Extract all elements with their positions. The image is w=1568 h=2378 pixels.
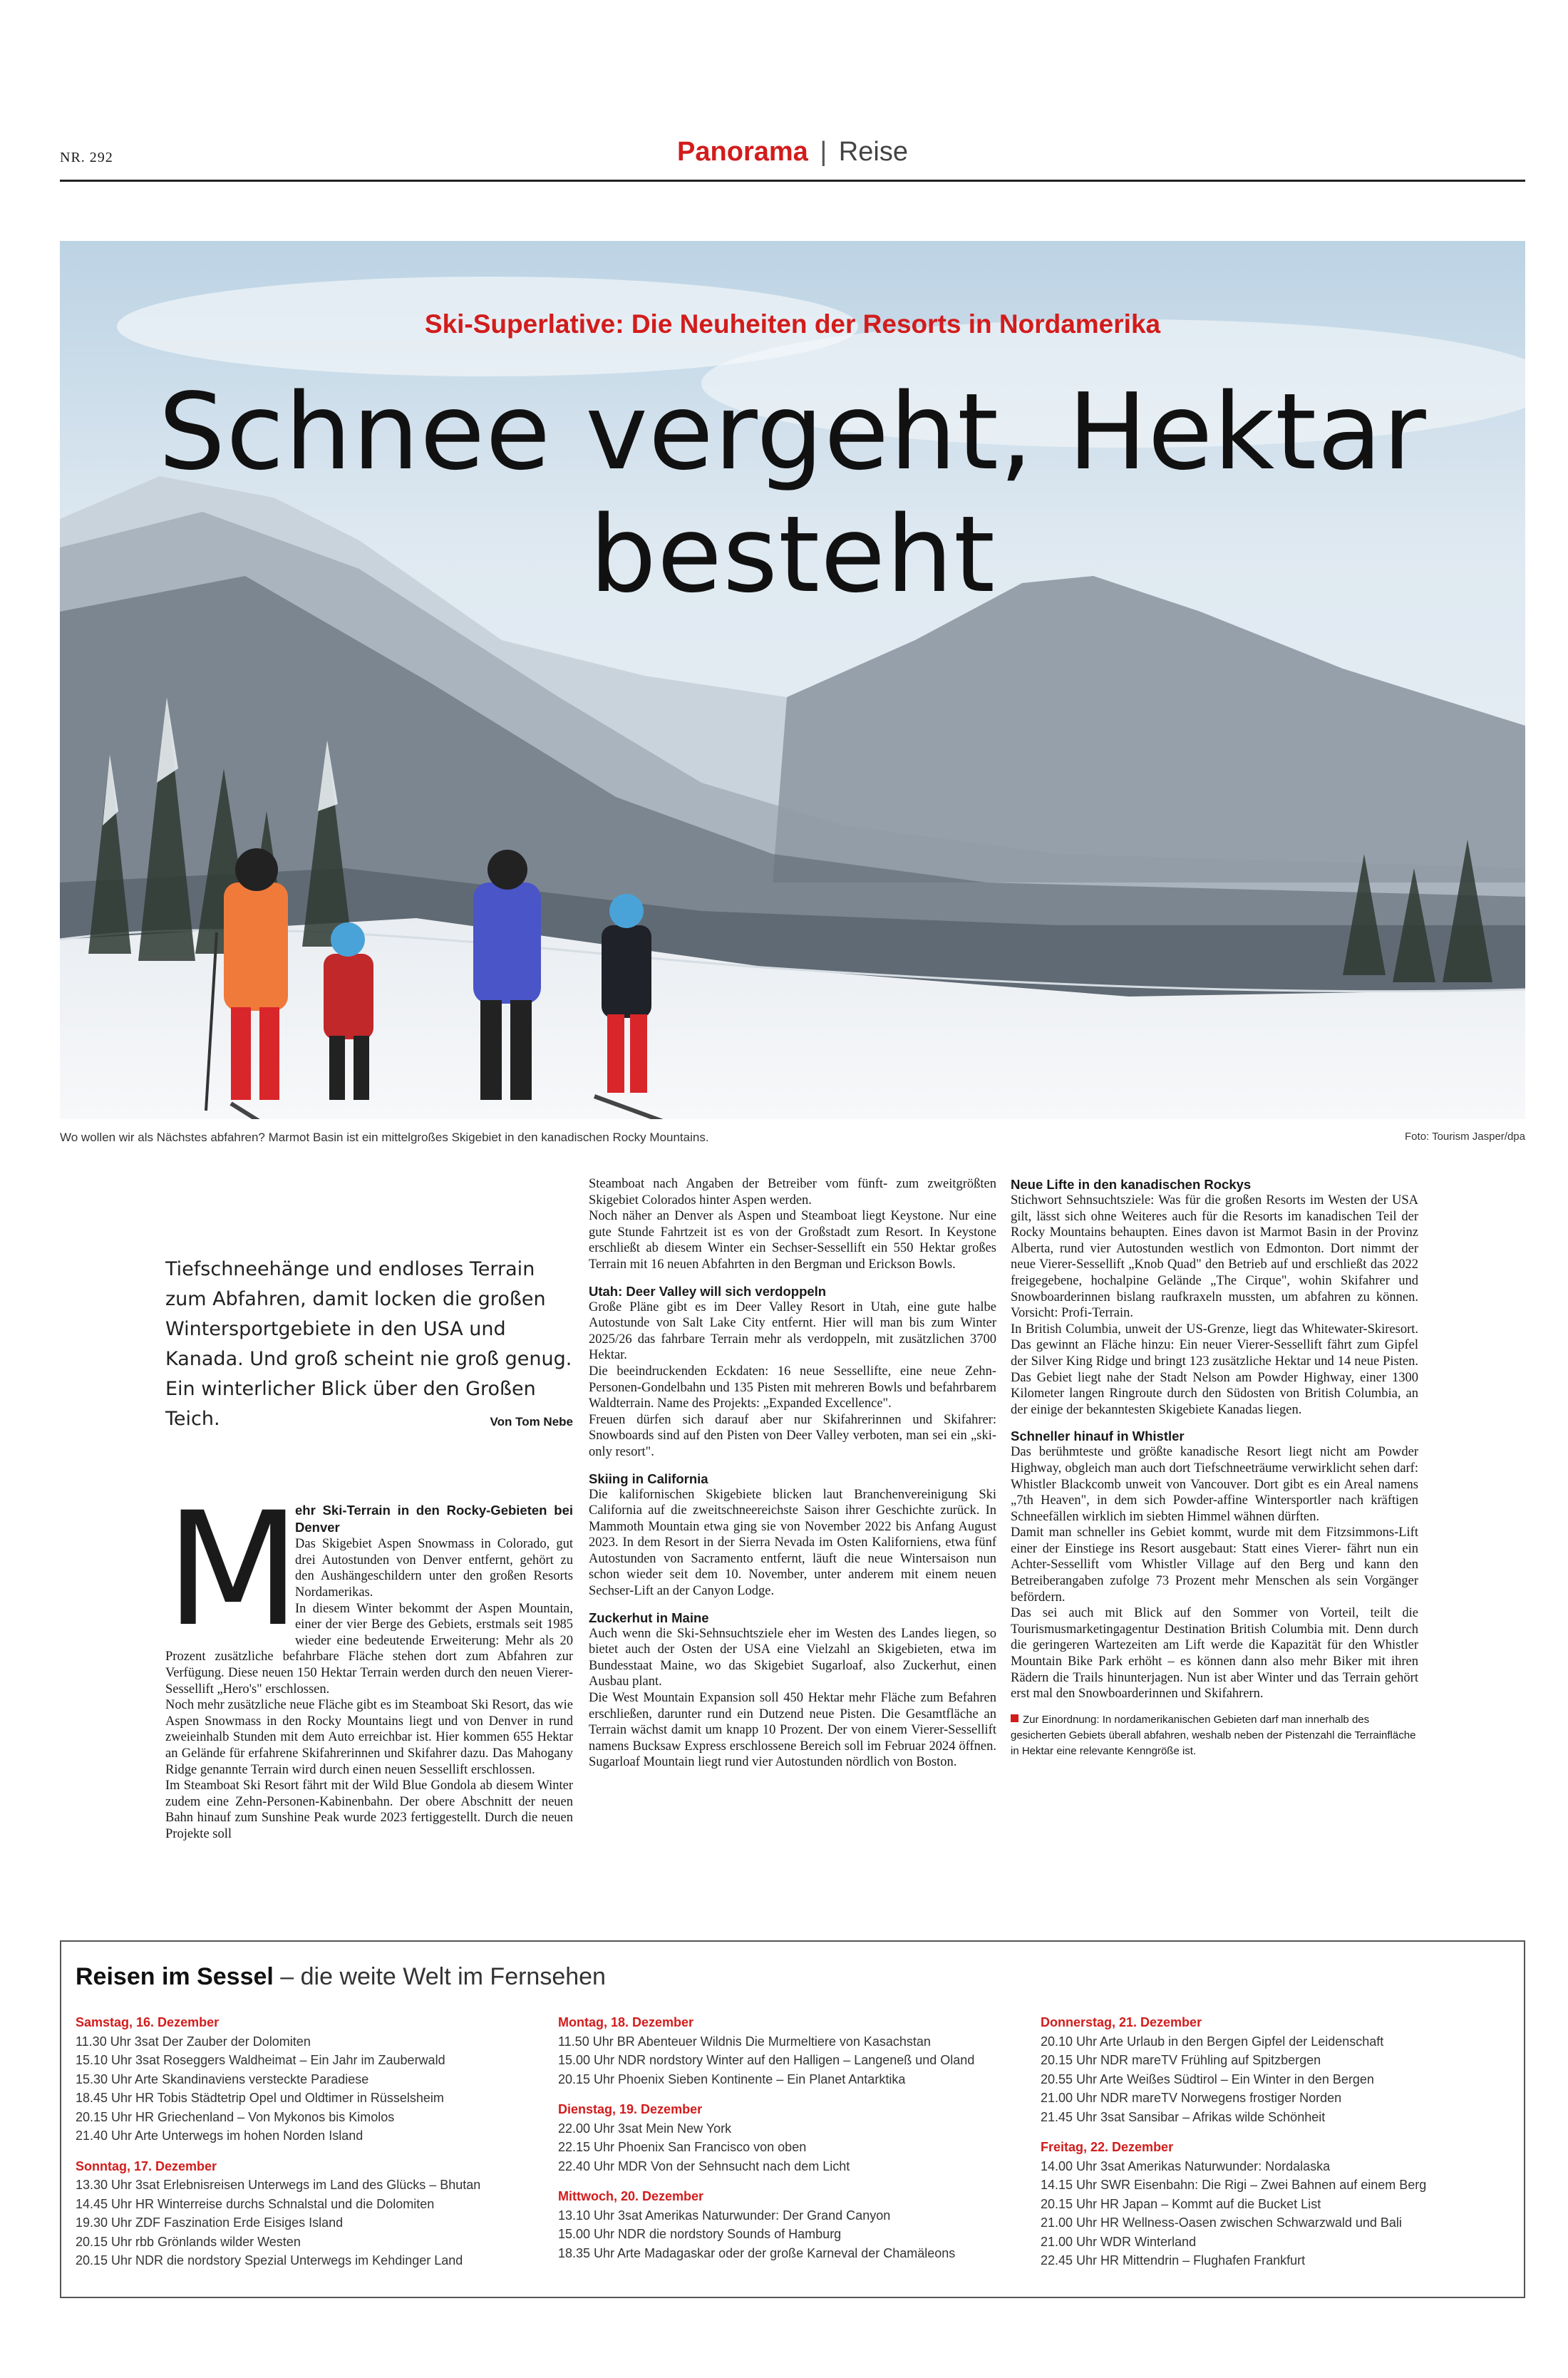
subsection-name: Reise bbox=[838, 137, 908, 167]
tv-listing-item: 22.45 Uhr HR Mittendrin – Flughafen Frankfurt bbox=[1041, 2253, 1306, 2268]
body-paragraph: Das berühmteste und größte kanadische Resort liegt nicht am Powder Highway, obgleich man auch dort Tiefschneeträume verwirklicht sehen darf: Whistler Blackcomb unweit von Vancouver. Dort gibt es ein Areal namens „7th Heaven", in dem sich Powder-affine Wintersportler nach kräftigen Schneefällen wirklich im siebten Himmel wähnen dürften. bbox=[1011, 1445, 1418, 1524]
tv-listing-item: 14.45 Uhr HR Winterreise durchs Schnalstal und die Dolomiten bbox=[76, 2196, 435, 2211]
body-paragraph: In diesem Winter bekommt der Aspen Mountain, einer der vier Berge des Gebiets, erstmals seit 1985 wieder eine bedeutende Erweiterung: Mehr als 20 Prozent zusätzliche befahrbare Fläche stehen dort zum Abfahren zur Verfügung. Diese neuen 150 Hektar Terrain werden durch den neuen Vierer-Sessellift „Hero's" erschlossen. bbox=[165, 1601, 573, 1697]
tv-listing-item: 21.00 Uhr NDR mareTV Norwegens frostiger Norden bbox=[1041, 2091, 1342, 2105]
tv-day-heading: Samstag, 16. Dezember bbox=[76, 2015, 220, 2029]
body-paragraph: In British Columbia, unweit der US-Grenze, liegt das Whitewater-Skiresort. Das gewinnt an Fläche hinzu: Ein neuer Vierer-Sessellift fährt zum Gipfel der Silver King Ridge und bringt 123 zusätzliche Hektar und 14 neue Pisten. Das Gebiet liegt nahe der Stadt Nelson am Powder Highway, einer 1300 Kilometer langen Ringroute durch den Südosten von British Columbia, an der einige der bekanntesten Skigebiete Kanadas liegen. bbox=[1011, 1322, 1418, 1417]
tv-listing-item: 20.15 Uhr HR Griechenland – Von Mykonos bis Kimolos bbox=[76, 2109, 395, 2124]
tv-column bbox=[76, 2013, 532, 2270]
tv-listing-item: 22.40 Uhr MDR Von der Sehnsucht nach dem Licht bbox=[558, 2158, 850, 2173]
section-name: Panorama bbox=[677, 137, 808, 167]
tv-listing-item: 22.00 Uhr 3sat Mein New York bbox=[558, 2121, 732, 2136]
article-column-3 bbox=[1011, 1176, 1418, 1759]
tv-day-heading: Donnerstag, 21. Dezember bbox=[1041, 2015, 1202, 2029]
body-paragraph: Noch näher an Denver als Aspen und Steamboat liegt Keystone. Nur eine gute Stunde Fahrtzeit ist es von der Großstadt zum Resort. In Keystone erschließt ab diesem Winter ein Sechser-Sessellift ein 550 Hektar großes Terrain mit 16 neuen Abfahrten in den Bergman und Erickson Bowls. bbox=[589, 1209, 996, 1272]
tv-listing-item: 11.30 Uhr 3sat Der Zauber der Dolomiten bbox=[76, 2034, 311, 2049]
body-paragraph: Freuen dürfen sich darauf aber nur Skifahrerinnen und Skifahrer: Snowboards sind auf den Pisten von Deer Valley verboten, man sei ein „ski-only resort". bbox=[589, 1412, 996, 1459]
tv-listing-item: 11.50 Uhr BR Abenteuer Wildnis Die Murmeltiere von Kasachstan bbox=[558, 2034, 931, 2049]
tv-listing-item: 20.10 Uhr Arte Urlaub in den Bergen Gipfel der Leidenschaft bbox=[1041, 2034, 1384, 2049]
tv-listing-item: 21.45 Uhr 3sat Sansibar – Afrikas wilde Schönheit bbox=[1041, 2109, 1326, 2124]
tv-listing-item: 15.10 Uhr 3sat Roseggers Waldheimat – Ein Jahr im Zauberwald bbox=[76, 2053, 445, 2067]
body-paragraph: Stichwort Sehnsuchtsziele: Was für die großen Resorts im Westen der USA gilt, lässt sich ohne Weiteres auch für die Resorts im kanadischen Teil der Rocky Mountains behaupten. Eines davon ist Marmot Basin in der Provinz Alberta, rund vier Autostunden westlich von Edmonton. Dort nimmt der neue Vierer-Sessellift „Knob Quad" den Betrieb auf und erschließt das 2022 freigegebene, hochalpine Gelände „The Cirque", wohin Skifahrer und Snowboarderinnen bislang raufkraxeln mussten, um abfahren zu können. Vorsicht: Profi-Terrain. bbox=[1011, 1193, 1418, 1321]
tv-listing-item: 21.40 Uhr Arte Unterwegs im hohen Norden Island bbox=[76, 2129, 363, 2143]
section-separator: | bbox=[820, 137, 827, 167]
caption-text: Wo wollen wir als Nächstes abfahren? Marmot Basin ist ein mittelgroßes Skigebiet in den kanadischen Rocky Mountains. bbox=[60, 1131, 709, 1144]
body-paragraph: Die kalifornischen Skigebiete blicken laut Branchenvereinigung Ski California auf die zweitschneereichste Saison ihrer Geschichte zurück. In Mammoth Mountain etwa ging sie von November 2022 bis Anfang August 2023. In dem Resort in der Sierra Nevada im Osten Kaliforniens, etwa fünf Autostunden von Sacramento entfernt, läuft die neue Wintersaison nun schon wieder seit dem 10. November, unter anderem mit einem neuen Sechser-Lift an der Canyon Lodge. bbox=[589, 1487, 996, 1599]
page-header bbox=[60, 137, 1525, 180]
tv-listing-item: 20.55 Uhr Arte Weißes Südtirol – Ein Winter in den Bergen bbox=[1041, 2071, 1374, 2086]
tv-listing-item: 22.15 Uhr Phoenix San Francisco von oben bbox=[558, 2140, 807, 2154]
tv-day-heading: Montag, 18. Dezember bbox=[558, 2015, 694, 2029]
hero-photo bbox=[60, 241, 1525, 1119]
tv-day-heading: Sonntag, 17. Dezember bbox=[76, 2158, 217, 2173]
tv-box-title bbox=[76, 1963, 606, 1991]
tv-listing-item: 14.00 Uhr 3sat Amerikas Naturwunder: Nordalaska bbox=[1041, 2158, 1331, 2173]
article-column-1 bbox=[165, 1176, 573, 1842]
tv-column bbox=[558, 2013, 1014, 2263]
tv-day-heading: Dienstag, 19. Dezember bbox=[558, 2102, 703, 2116]
body-paragraph: Damit man schneller ins Gebiet kommt, wurde mit dem Fitzsimmons-Lift einer der Einstiege ins Resort ausgebaut: Statt eines Vierer- fährt nun ein Achter-Sessellift vom Whistler Village auf den Berg und kann den Betreiberangaben zufolge 73 Prozent mehr Menschen als sein Vorgänger befördern. bbox=[1011, 1525, 1418, 1605]
article-kicker: Ski-Superlative: Die Neuheiten der Resorts in Nordamerika bbox=[424, 309, 1161, 339]
body-paragraph: Die West Mountain Expansion soll 450 Hektar mehr Fläche zum Befahren erschließen, darunter rund ein Dutzend neue Pisten. Die Gesamtfläche an Terrain wächst damit um knapp 10 Prozent. Der von einem Vierer-Sessellift namens Bucksaw Express erschlossene Bereich soll im Februar 2024 öffnen. Sugarloaf Mountain liegt rund vier Autostunden nördlich von Boston. bbox=[589, 1691, 996, 1770]
tv-listing-item: 13.30 Uhr 3sat Erlebnisreisen Unterwegs im Land des Glücks – Bhutan bbox=[76, 2178, 481, 2192]
tv-listing-item: 21.00 Uhr WDR Winterland bbox=[1041, 2234, 1197, 2249]
footnote bbox=[1011, 1712, 1418, 1759]
photo-credit: Foto: Tourism Jasper/dpa bbox=[1405, 1131, 1525, 1143]
tv-listing-item: 20.15 Uhr HR Japan – Kommt auf die Bucket List bbox=[1041, 2196, 1321, 2211]
tv-listing-item: 14.15 Uhr SWR Eisenbahn: Die Rigi – Zwei Bahnen auf einem Berg bbox=[1041, 2178, 1427, 2192]
tv-listing-box bbox=[60, 1940, 1525, 2298]
article-intro: Tiefschneehänge und endloses Terrain zum Abfahren, damit locken die großen Wintersportgebiete in den USA und Kanada. Und groß scheint nie groß genug. Ein winterlicher Blick über den Großen Teich. bbox=[165, 1258, 572, 1430]
tv-day-heading: Mittwoch, 20. Dezember bbox=[558, 2189, 704, 2203]
tv-day-heading: Freitag, 22. Dezember bbox=[1041, 2140, 1174, 2154]
tv-listing-item: 21.00 Uhr HR Wellness-Oasen zwischen Schwarzwald und Bali bbox=[1041, 2215, 1402, 2230]
body-paragraph: Die beeindruckenden Eckdaten: 16 neue Sessellifte, eine neue Zehn-Personen-Gondelbahn und 135 Pisten mit mehreren Bowls und befahrbarem Waldterrain. Name des Projekts: „Expanded Excellence". bbox=[589, 1364, 996, 1411]
drop-cap: M bbox=[165, 1478, 301, 1661]
body-paragraph: Auch wenn die Ski-Sehnsuchtsziele eher im Westen des Landes liegen, so bietet auch der Osten der USA eine Vielzahl an Skigebieten, etwa im Bundesstaat Maine, wo das Skigebiet Sugarloaf, also Zuckerhut, einen Ausbau plant. bbox=[589, 1626, 996, 1689]
subheading: Neue Lifte in den kanadischen Rockys bbox=[1011, 1177, 1252, 1192]
tv-listing-item: 18.45 Uhr HR Tobis Städtetrip Opel und Oldtimer in Rüsselsheim bbox=[76, 2091, 444, 2105]
tv-title: Reisen im Sessel bbox=[76, 1963, 274, 1990]
issue-number: NR. 292 bbox=[60, 150, 113, 165]
tv-listing-item: 18.35 Uhr Arte Madagaskar oder der große Karneval der Chamäleons bbox=[558, 2245, 956, 2260]
tv-column bbox=[1041, 2013, 1497, 2270]
body-paragraph: Große Pläne gibt es im Deer Valley Resort in Utah, eine gute halbe Autostunde von Salt Lake City entfernt. Hier will man bis zum Winter 2025/26 das fahrbare Terrain mehr als verdoppeln, mit zusätzlichen 3700 Hektar. bbox=[589, 1299, 996, 1363]
photo-caption bbox=[60, 1131, 1525, 1145]
header-rule bbox=[60, 180, 1525, 182]
article-column-2 bbox=[589, 1176, 996, 1771]
author-byline: Von Tom Nebe bbox=[490, 1415, 573, 1429]
tv-listing-item: 15.00 Uhr NDR die nordstory Sounds of Hamburg bbox=[558, 2227, 842, 2241]
tv-subtitle: – die weite Welt im Fernsehen bbox=[273, 1963, 606, 1990]
article-headline: Schnee vergeht, Hektar besteht bbox=[158, 371, 1427, 616]
footnote-text: Zur Einordnung: In nordamerikanischen Gebieten darf man innerhalb des gesicherten Gebiets überall abfahren, weshalb neben der Pistenzahl die Terrainfläche in Hektar eine relevante Kenngröße ist. bbox=[1011, 1713, 1416, 1757]
tv-listing-item: 20.15 Uhr Phoenix Sieben Kontinente – Ein Planet Antarktika bbox=[558, 2071, 906, 2086]
subheading: Zuckerhut in Maine bbox=[589, 1610, 709, 1625]
body-paragraph: Noch mehr zusätzliche neue Fläche gibt es im Steamboat Ski Resort, das wie Aspen Snowmass in den Rocky Mountains liegt und von Denver in rund zweieinhalb Stunden mit dem Auto erreichbar ist. Hier kommen 655 Hektar an Gelände für erfahrene Skifahrerinnen und Skifahrer dazu. Das Mahogany Ridge genannte Terrain wird durch einen neuen Sessellift erschlossen. bbox=[165, 1698, 573, 1777]
subheading: Schneller hinauf in Whistler bbox=[1011, 1429, 1185, 1444]
tv-listing-item: 20.15 Uhr NDR mareTV Frühling auf Spitzbergen bbox=[1041, 2053, 1321, 2067]
body-paragraph: Steamboat nach Angaben der Betreiber vom fünft- zum zweitgrößten Skigebiet Colorados hinter Aspen werden. bbox=[589, 1177, 996, 1208]
tv-listing-item: 19.30 Uhr ZDF Faszination Erde Eisiges Island bbox=[76, 2215, 344, 2230]
body-paragraph: Das Skigebiet Aspen Snowmass in Colorado, gut drei Autostunden von Denver entfernt, gehört zu den Aushängeschildern unter den großen Resorts Nordamerikas. bbox=[295, 1537, 573, 1600]
section-heading bbox=[60, 137, 1525, 168]
lead-heading: ehr Ski-Terrain in den Rocky-Gebieten bei Denver bbox=[295, 1503, 573, 1535]
subheading: Skiing in California bbox=[589, 1471, 708, 1486]
tv-listing-item: 13.10 Uhr 3sat Amerikas Naturwunder: Der Grand Canyon bbox=[558, 2208, 891, 2223]
subheading: Utah: Deer Valley will sich verdoppeln bbox=[589, 1283, 827, 1299]
body-paragraph: Im Steamboat Ski Resort fährt mit der Wild Blue Gondola ab diesem Winter zudem eine Zehn-Personen-Kabinenbahn. Der obere Abschnitt der neuen Bahn hinauf zum Sunshine Peak wurde 2023 fertiggestellt. Durch die neuen Projekte soll bbox=[165, 1779, 573, 1841]
tv-listing-item: 20.15 Uhr rbb Grönlands wilder Westen bbox=[76, 2234, 301, 2249]
article-lead bbox=[165, 1478, 573, 1842]
tv-listing-item: 20.15 Uhr NDR die nordstory Spezial Unterwegs im Kehdinger Land bbox=[76, 2253, 463, 2268]
tv-listing-item: 15.00 Uhr NDR nordstory Winter auf den Halligen – Langeneß und Oland bbox=[558, 2053, 975, 2067]
body-paragraph: Das sei auch mit Blick auf den Sommer von Vorteil, teilt die Tourismusmarketingagentur Destination British Columbia mit. Denn durch die geringeren Wartezeiten am Lift werde die Kapazität für den Whistler Mountain Bike Park erhöht – es können dann also mehr Biker mit ihren Rädern die Trails hinunterjagen. Nun ist aber Winter und das Terrain gehört erst mal den Snowboarderinnen und Skifahrern. bbox=[1011, 1606, 1418, 1702]
red-square-icon bbox=[1011, 1714, 1018, 1722]
tv-listing-item: 15.30 Uhr Arte Skandinaviens versteckte Paradiese bbox=[76, 2071, 369, 2086]
